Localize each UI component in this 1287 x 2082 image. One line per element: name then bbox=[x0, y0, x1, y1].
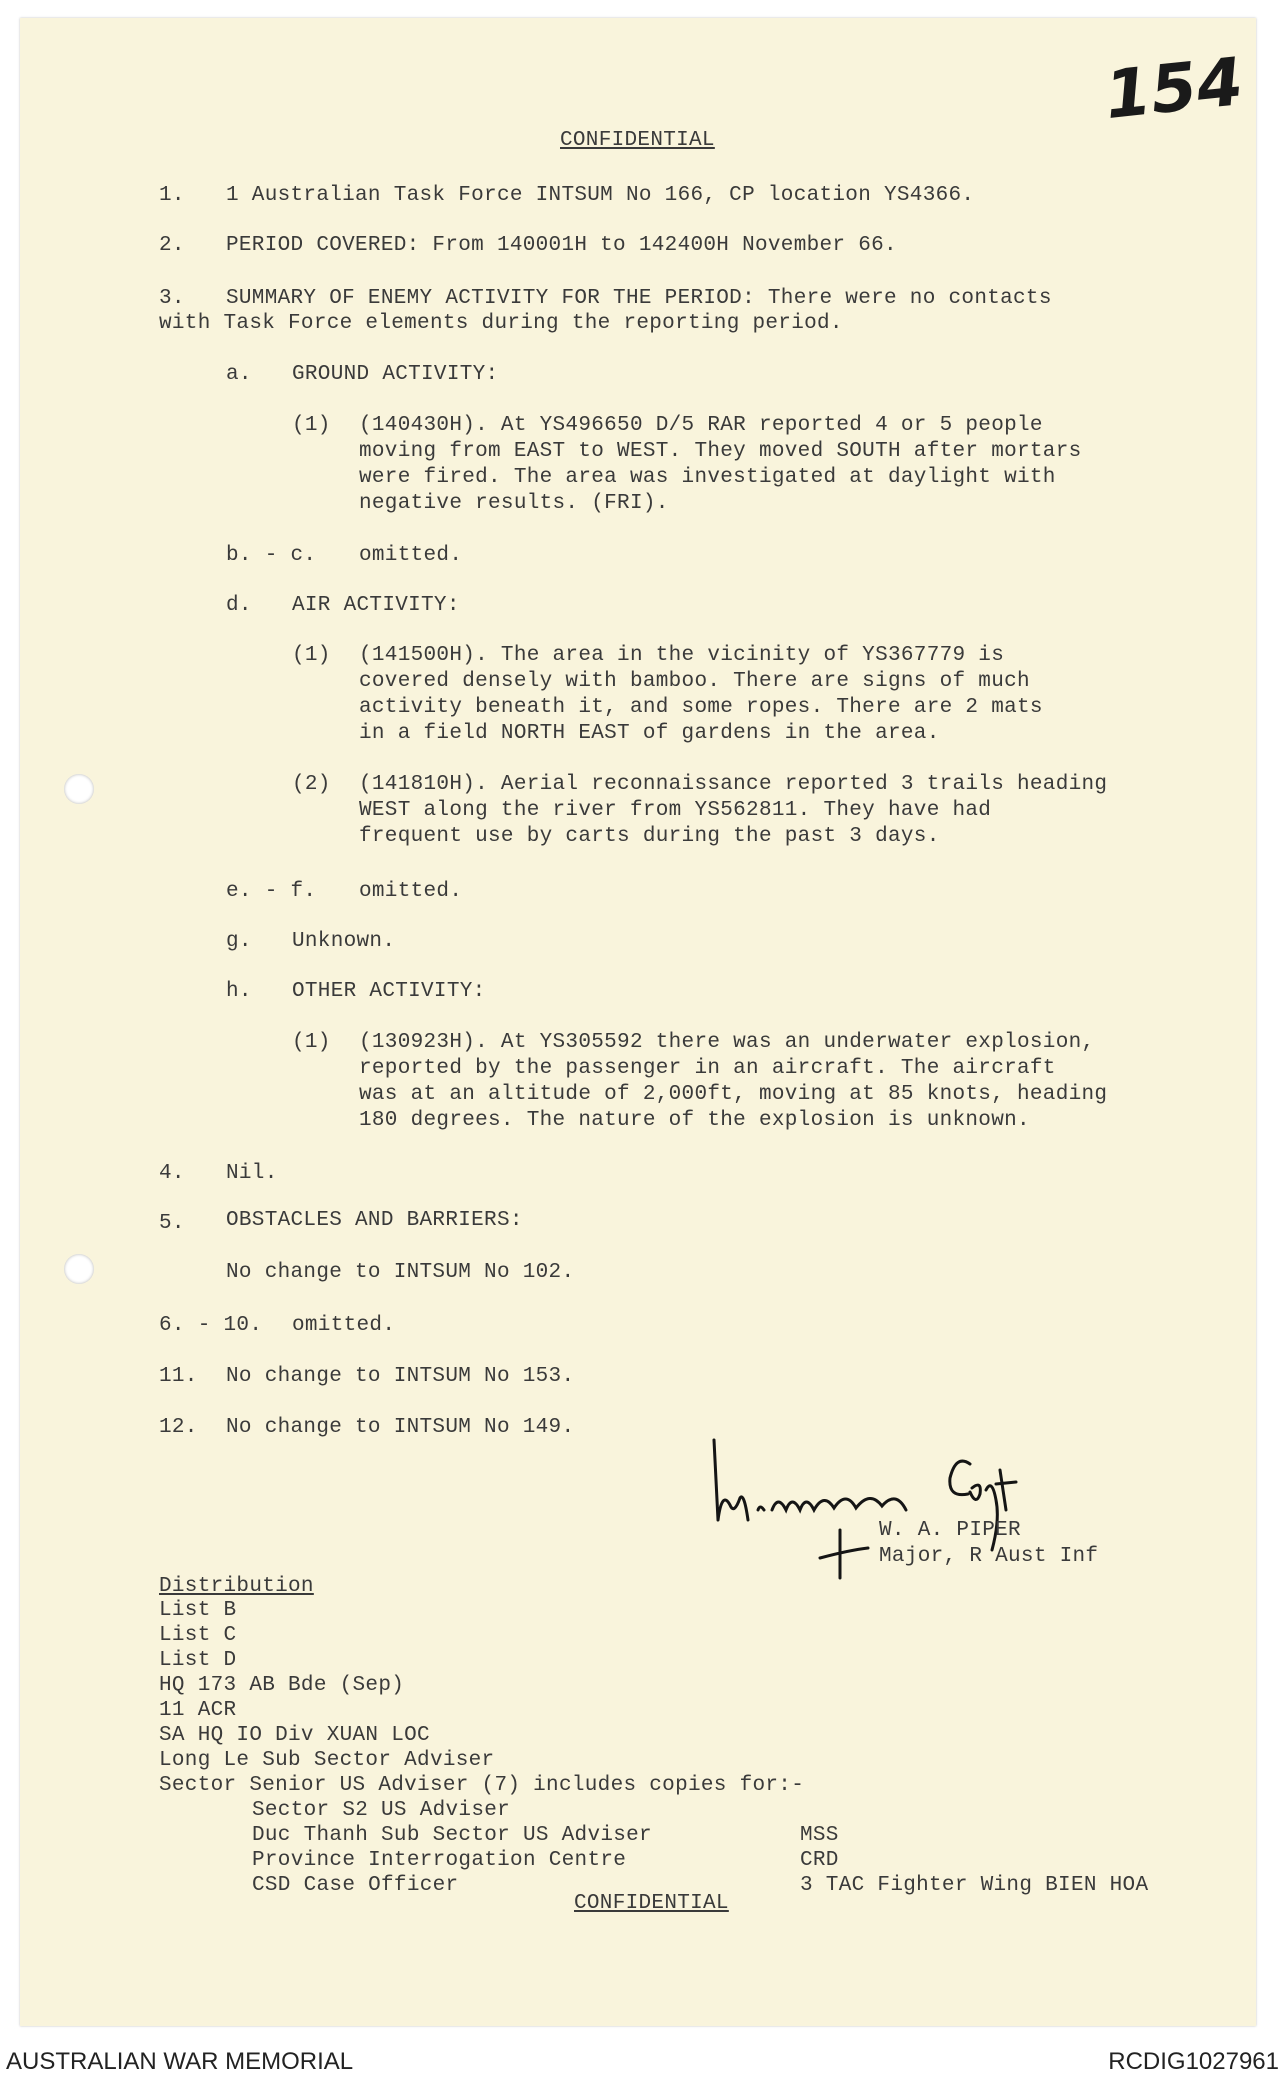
sub-h-label: h. bbox=[226, 980, 252, 1003]
sub-g-label: g. bbox=[226, 930, 252, 953]
distribution-sub-line: CSD Case Officer bbox=[252, 1874, 459, 1897]
para-2-number: 2. bbox=[159, 234, 185, 257]
para-3-line-1: SUMMARY OF ENEMY ACTIVITY FOR THE PERIOD: There were no contacts bbox=[226, 287, 1052, 310]
distribution-line: List B bbox=[159, 1599, 237, 1622]
para-4-text: Nil. bbox=[226, 1162, 278, 1185]
sub-a1-line-4: negative results. (FRI). bbox=[359, 492, 669, 515]
sub-g-text: Unknown. bbox=[292, 930, 396, 953]
sub-bc-text: omitted. bbox=[359, 544, 463, 567]
footer-source: AUSTRALIAN WAR MEMORIAL bbox=[6, 2048, 354, 2075]
classification-top: CONFIDENTIAL bbox=[560, 129, 715, 152]
para-1-number: 1. bbox=[159, 184, 185, 207]
para-12-number: 12. bbox=[159, 1416, 198, 1439]
sub-d1-number: (1) bbox=[292, 644, 331, 667]
para-5-heading: OBSTACLES AND BARRIERS: bbox=[226, 1209, 523, 1232]
punch-hole-lower bbox=[64, 1254, 94, 1284]
distribution-line: SA HQ IO Div XUAN LOC bbox=[159, 1724, 430, 1747]
sub-d2-number: (2) bbox=[292, 773, 331, 796]
sub-d2-line-1: (141810H). Aerial reconnaissance reported 3 trails heading bbox=[359, 773, 1108, 796]
sub-ef-label: e. - f. bbox=[226, 880, 317, 903]
distribution-sub-line: Province Interrogation Centre bbox=[252, 1849, 627, 1872]
sub-h1-line-4: 180 degrees. The nature of the explosion is unknown. bbox=[359, 1109, 1030, 1132]
distribution-heading: Distribution bbox=[159, 1575, 314, 1598]
punch-hole-upper bbox=[64, 774, 94, 804]
para-11-number: 11. bbox=[159, 1365, 198, 1388]
sub-ef-text: omitted. bbox=[359, 880, 463, 903]
distribution-line: HQ 173 AB Bde (Sep) bbox=[159, 1674, 405, 1697]
sub-a1-line-3: were fired. The area was investigated at daylight with bbox=[359, 466, 1056, 489]
classification-bottom: CONFIDENTIAL bbox=[574, 1892, 729, 1915]
para-11-text: No change to INTSUM No 153. bbox=[226, 1365, 575, 1388]
sub-d-label: d. bbox=[226, 594, 252, 617]
para-12-text: No change to INTSUM No 149. bbox=[226, 1416, 575, 1439]
distribution-line: 11 ACR bbox=[159, 1699, 237, 1722]
distribution-sub-line: Sector S2 US Adviser bbox=[252, 1799, 511, 1822]
sub-d-heading: AIR ACTIVITY: bbox=[292, 594, 460, 617]
distribution-line: List D bbox=[159, 1649, 237, 1672]
sub-a-heading: GROUND ACTIVITY: bbox=[292, 363, 499, 386]
footer-catalogue-id: RCDIG1027961 bbox=[1108, 2048, 1279, 2075]
distribution-right-line: MSS bbox=[800, 1824, 839, 1847]
para-5-text: No change to INTSUM No 102. bbox=[226, 1261, 575, 1284]
para-2-text: PERIOD COVERED: From 140001H to 142400H November 66. bbox=[226, 234, 897, 257]
sub-h1-line-3: was at an altitude of 2,000ft, moving at 85 knots, heading bbox=[359, 1083, 1108, 1106]
distribution-line: Sector Senior US Adviser (7) includes copies for:- bbox=[159, 1774, 805, 1797]
sub-d1-line-3: activity beneath it, and some ropes. There are 2 mats bbox=[359, 696, 1043, 719]
sub-a1-line-2: moving from EAST to WEST. They moved SOUTH after mortars bbox=[359, 440, 1082, 463]
sub-d2-line-2: WEST along the river from YS562811. They have had bbox=[359, 799, 992, 822]
distribution-right-line: 3 TAC Fighter Wing BIEN HOA bbox=[800, 1874, 1149, 1897]
distribution-line: Long Le Sub Sector Adviser bbox=[159, 1749, 495, 1772]
handwritten-page-number: 154 bbox=[1101, 43, 1247, 134]
sub-d1-line-4: in a field NORTH EAST of gardens in the area. bbox=[359, 722, 940, 745]
distribution-right-line: CRD bbox=[800, 1849, 839, 1872]
para-3-number: 3. bbox=[159, 287, 185, 310]
sub-h-heading: OTHER ACTIVITY: bbox=[292, 980, 486, 1003]
para-3-line-2: with Task Force elements during the reporting period. bbox=[159, 312, 843, 335]
sub-h1-line-1: (130923H). At YS305592 there was an underwater explosion, bbox=[359, 1031, 1095, 1054]
sub-a-label: a. bbox=[226, 363, 252, 386]
distribution-line: List C bbox=[159, 1624, 237, 1647]
para-6-10-text: omitted. bbox=[292, 1314, 396, 1337]
sub-d1-line-2: covered densely with bamboo. There are signs of much bbox=[359, 670, 1030, 693]
sub-a1-line-1: (140430H). At YS496650 D/5 RAR reported 4 or 5 people bbox=[359, 414, 1043, 437]
para-5-number: 5. bbox=[159, 1212, 185, 1235]
sub-d2-line-3: frequent use by carts during the past 3 days. bbox=[359, 825, 940, 848]
signatory-rank: Major, R Aust Inf bbox=[879, 1545, 1099, 1568]
sub-h1-number: (1) bbox=[292, 1031, 331, 1054]
signatory-name: W. A. PIPER bbox=[879, 1519, 1021, 1542]
para-1-text: 1 Australian Task Force INTSUM No 166, CP location YS4366. bbox=[226, 184, 975, 207]
sub-bc-label: b. - c. bbox=[226, 544, 317, 567]
sub-d1-line-1: (141500H). The area in the vicinity of YS367779 is bbox=[359, 644, 1005, 667]
distribution-sub-line: Duc Thanh Sub Sector US Adviser bbox=[252, 1824, 652, 1847]
sub-h1-line-2: reported by the passenger in an aircraft. The aircraft bbox=[359, 1057, 1056, 1080]
sub-a1-number: (1) bbox=[292, 414, 331, 437]
para-4-number: 4. bbox=[159, 1162, 185, 1185]
para-6-10-number: 6. - 10. bbox=[159, 1314, 263, 1337]
